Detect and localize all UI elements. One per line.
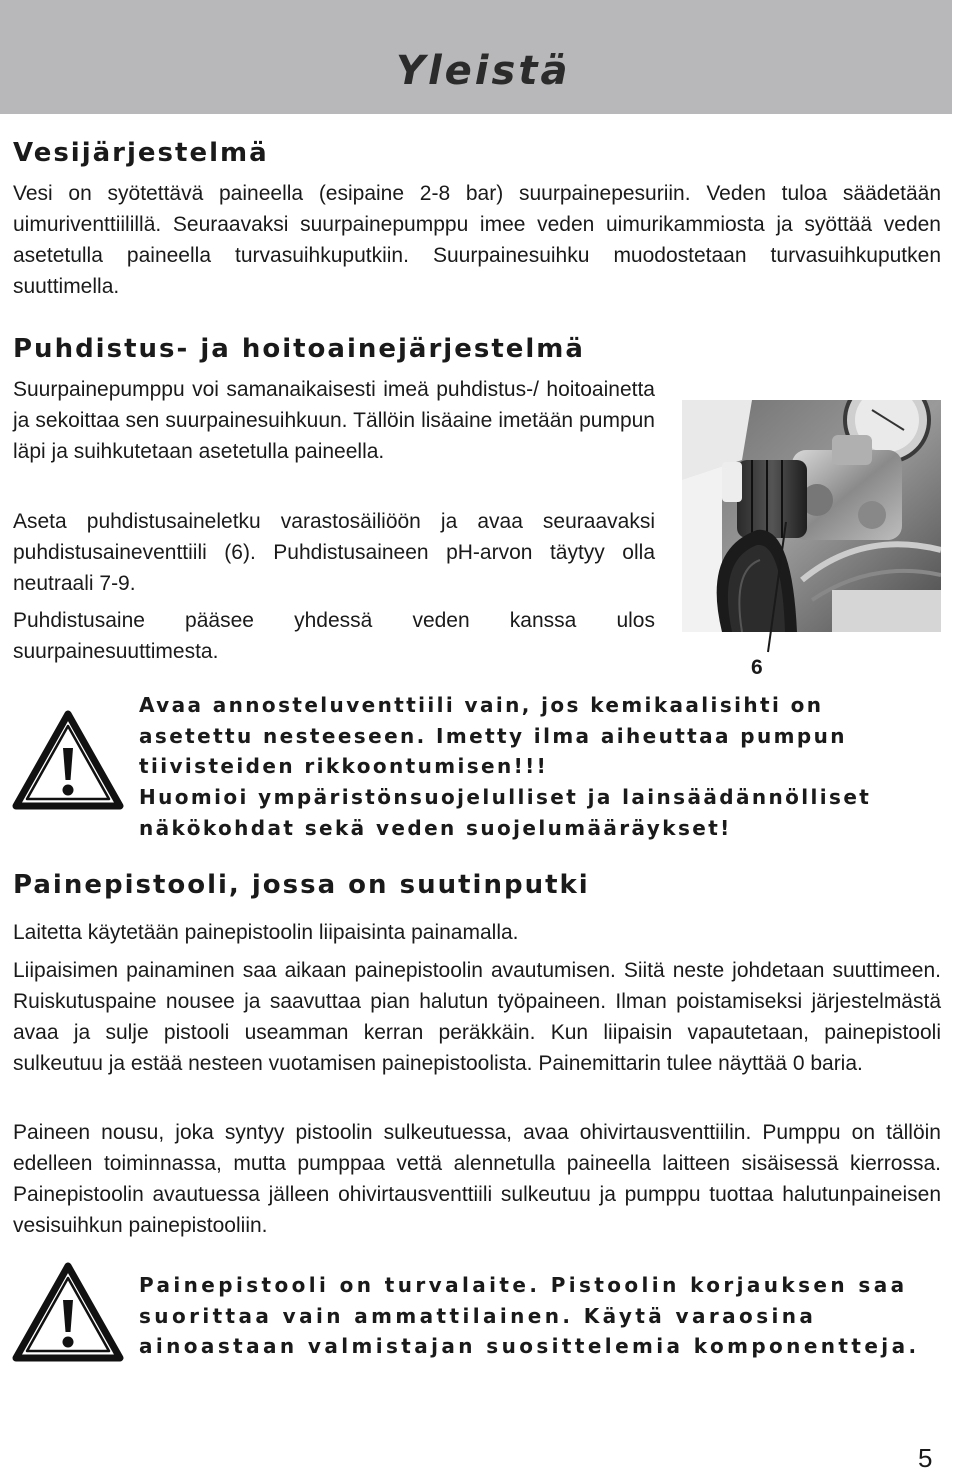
page-title: Yleistä: [396, 48, 571, 94]
warning-text-turvalaite: Painepistooli on turvalaite. Pistoolin korjauksen saa suorittaa vain ammattilainen. Käytä varaosina ainoastaan valmistajan suosittelemia komponentteja.: [139, 1273, 920, 1358]
section-heading-puhdistus: Puhdistus- ja hoitoainejärjestelmä: [13, 334, 585, 364]
section-heading-painepistooli: Painepistooli, jossa on suutinputki: [13, 870, 590, 900]
paragraph-painepistooli-2: Liipaisimen painaminen saa aikaan painepistoolin avautumisen. Siitä neste johdetaan suuttimeen. Ruiskutuspaine nousee ja saavuttaa pian halutun työpaineen. Ilman poistamiseksi järjestelmästä avaa ja sulje pistooli useamman kerran peräkkäin. Kun liipaisin vapautetaan, painepistooli sulkeutuu ja estää nesteen vuotamisen painepistoolista. Painemittarin tulee näyttää 0 baria.: [13, 959, 941, 1075]
pump-valve-photo: [682, 400, 941, 632]
callout-leader-line: [760, 520, 790, 660]
paragraph-vesijarjestelma: Vesi on syötettävä paineella (esipaine 2-8 bar) suurpainepesuriin. Veden tuloa säädetään uimuriventtiilillä. Seuraavaksi suurpainepumppu imee veden uimurikammiosta ja syöttää veden asetetulla paineella turvasuihkuputkiin. Suurpainesuihku muodostetaan turvasuihkuputken suuttimella.: [13, 182, 941, 298]
paragraph-puhdistus-2: Aseta puhdistusaineletku varastosäiliöön ja avaa seuraavaksi puhdistusaineventtiili (6). Puhdistusaineen pH-arvon täytyy olla neutraali 7-9.: [13, 510, 655, 595]
page-number: 5: [918, 1443, 933, 1473]
section-heading-vesijarjestelma: Vesijärjestelmä: [13, 138, 269, 168]
warning-triangle-icon: [12, 710, 124, 815]
paragraph-puhdistus-3: Puhdistusaine pääsee yhdessä veden kanssa ulos suurpainesuuttimesta.: [13, 609, 655, 663]
warning-text-annostelu: Avaa annosteluventtiili vain, jos kemikaalisihti on asetettu nesteeseen. Imetty ilma aiheuttaa pumpun tiivisteiden rikkoontumisen!!!: [139, 693, 847, 778]
warning-text-ymparisto: Huomioi ympäristönsuojelulliset ja lainsäädännölliset näkökohdat sekä veden suojelumääräykset!: [139, 785, 872, 840]
paragraph-painepistooli-3: Paineen nousu, joka syntyy pistoolin sulkeutuessa, avaa ohivirtausventtiilin. Pumppu on tällöin edelleen toiminnassa, mutta pumppaa vettä alennetulla paineella laitteen sisäisessä kierrossa. Painepistoolin avautuessa jälleen ohivirtausventtiili sulkeutuu ja pumppu tuottaa halutunpaineisen vesisuihkun painepistooliin.: [13, 1121, 941, 1237]
paragraph-painepistooli-1: Laitetta käytetään painepistoolin liipaisinta painamalla.: [13, 921, 519, 944]
paragraph-puhdistus-1: Suurpainepumppu voi samanaikaisesti imeä puhdistus-/ hoitoainetta ja sekoittaa sen suurpainesuihkuun. Tällöin lisäaine imetään pumpun läpi ja suihkutetaan asetetulla paineella.: [13, 378, 655, 463]
warning-triangle-icon: [12, 1262, 124, 1367]
callout-label-6: 6: [751, 656, 763, 679]
